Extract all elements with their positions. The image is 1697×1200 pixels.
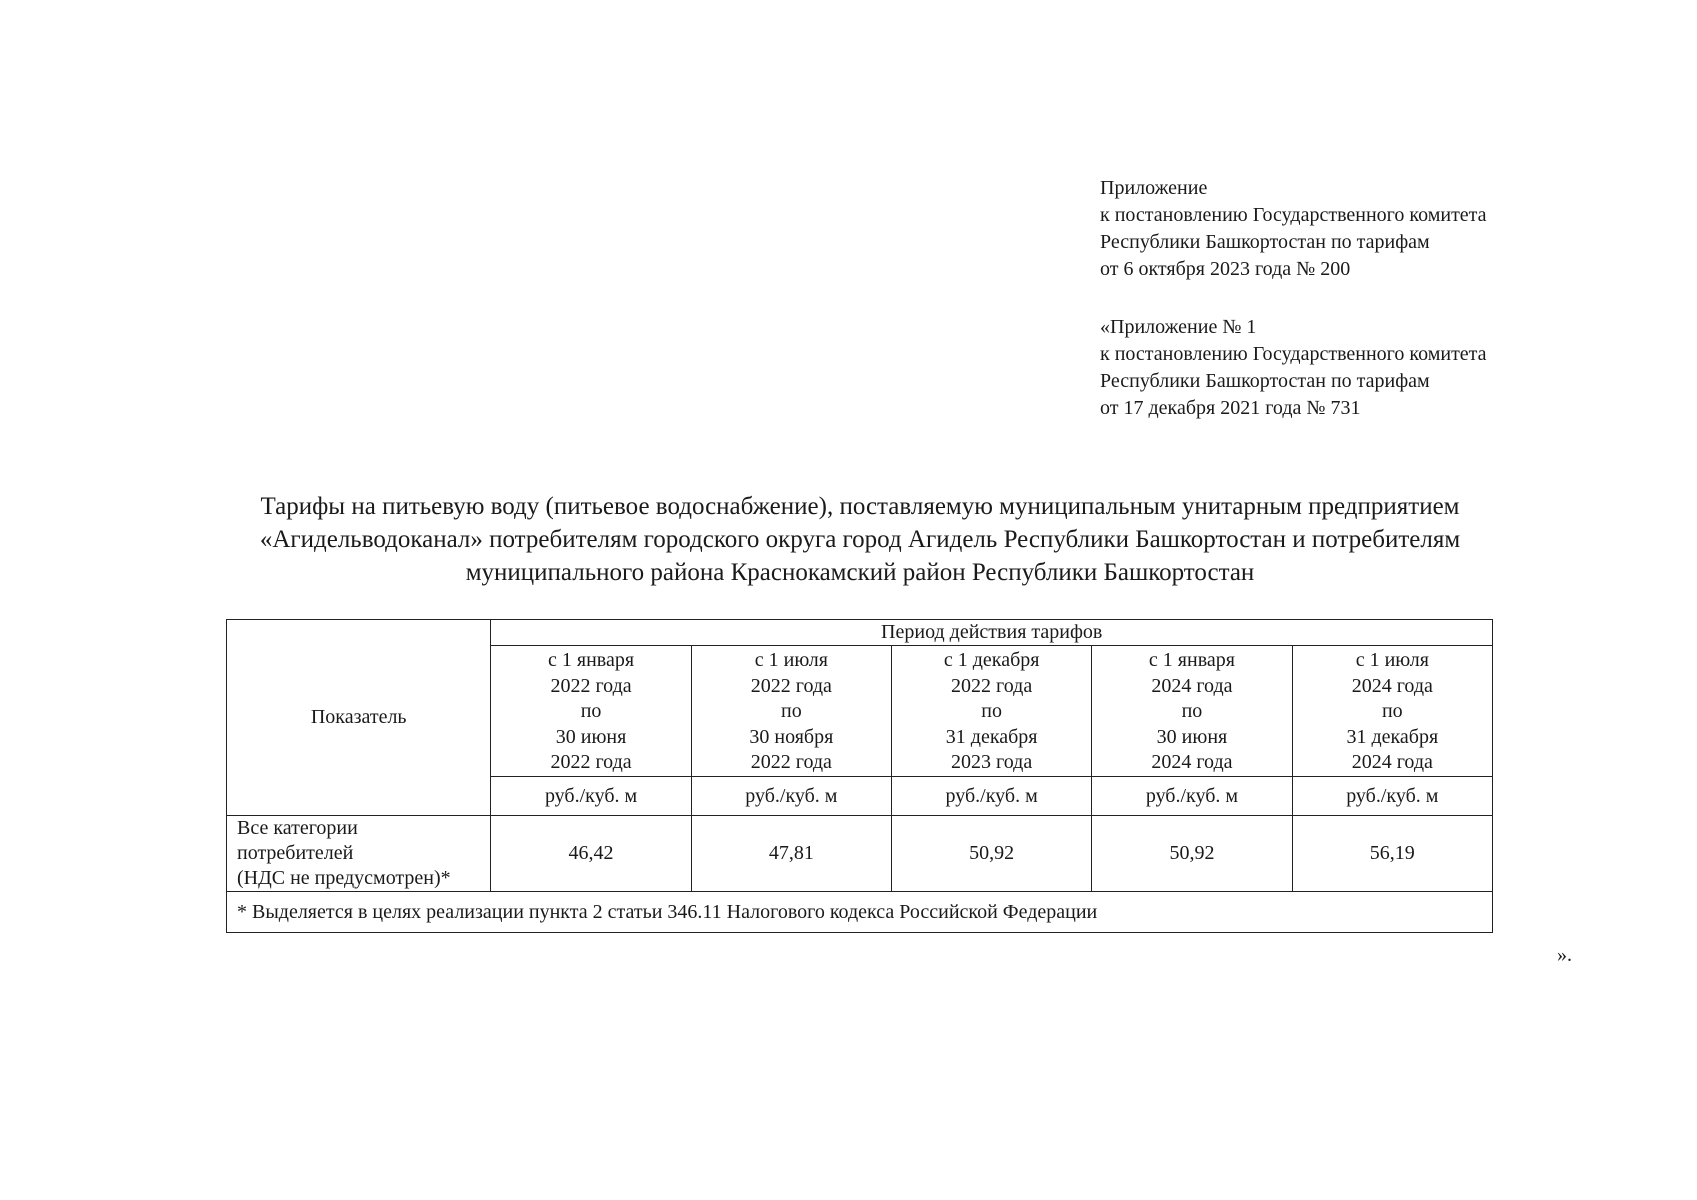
period-cell — [1092, 646, 1292, 777]
appendix-line: к постановлению Государственного комитета — [1100, 204, 1487, 226]
tariff-value: 46,42 — [491, 816, 691, 892]
period-text: 31 декабря — [945, 725, 1038, 748]
tariff-value: 50,92 — [1092, 816, 1292, 892]
appendix-line: Республики Башкортостан по тарифам — [1100, 370, 1430, 392]
document-title — [150, 490, 1570, 589]
period-text: с 1 июля — [1355, 649, 1429, 672]
appendix-line: Приложение — [1100, 177, 1208, 199]
tariff-value: 56,19 — [1292, 816, 1492, 892]
appendix-line: «Приложение № 1 — [1100, 316, 1257, 338]
period-text: с 1 января — [548, 649, 635, 672]
period-text: 2024 года — [1151, 751, 1233, 774]
period-text: 30 ноября — [749, 725, 834, 748]
closing-quote: ». — [1557, 944, 1572, 966]
appendix-line: от 17 декабря 2021 года № 731 — [1100, 397, 1361, 419]
tariff-value: 47,81 — [691, 816, 891, 892]
period-text: 2024 года — [1351, 751, 1433, 774]
period-header: Период действия тарифов — [491, 620, 1493, 646]
period-text: 2023 года — [951, 751, 1033, 774]
period-text: 2022 года — [550, 751, 632, 774]
period-text: 2022 года — [951, 674, 1033, 697]
period-text: по — [781, 700, 802, 723]
period-text: с 1 января — [1148, 649, 1235, 672]
period-text: по — [580, 700, 602, 723]
unit-cell: руб./куб. м — [691, 777, 891, 816]
unit-cell: руб./куб. м — [491, 777, 691, 816]
unit-cell: руб./куб. м — [1292, 777, 1492, 816]
period-text: 30 июня — [1156, 725, 1228, 748]
indicator-header: Показатель — [227, 620, 491, 816]
row-label-text: потребителей — [237, 842, 354, 864]
period-text: с 1 июля — [754, 649, 828, 672]
period-text: по — [1181, 700, 1203, 723]
period-cell — [491, 646, 691, 777]
row-label — [227, 816, 491, 892]
tariff-table — [226, 619, 1493, 933]
unit-cell: руб./куб. м — [892, 777, 1092, 816]
period-text: 31 декабря — [1346, 725, 1439, 748]
period-text: 2024 года — [1351, 674, 1433, 697]
appendix-header-current — [1100, 175, 1487, 283]
period-cell — [892, 646, 1092, 777]
appendix-line: Республики Башкортостан по тарифам — [1100, 231, 1430, 253]
row-label-text: Все категории — [237, 817, 358, 839]
period-text: с 1 декабря — [943, 649, 1040, 672]
appendix-line: от 6 октября 2023 года № 200 — [1100, 258, 1351, 280]
appendix-header-original — [1100, 314, 1487, 422]
title-line: муниципального района Краснокамский район Республики Башкортостан — [465, 559, 1255, 586]
appendix-line: к постановлению Государственного комитета — [1100, 343, 1487, 365]
unit-cell: руб./куб. м — [1092, 777, 1292, 816]
title-line: Тарифы на питьевую воду (питьевое водоснабжение), поставляемую муниципальным унитарным предприятием — [260, 493, 1460, 520]
period-text: 2022 года — [750, 751, 832, 774]
period-cell — [1292, 646, 1492, 777]
period-text: по — [1381, 700, 1403, 723]
tariff-value: 50,92 — [892, 816, 1092, 892]
period-text: 2024 года — [1151, 674, 1233, 697]
period-cell — [691, 646, 891, 777]
period-text: 30 июня — [555, 725, 627, 748]
table-row — [227, 816, 1493, 892]
period-text: по — [981, 700, 1002, 723]
period-text: 2022 года — [750, 674, 832, 697]
period-text: 2022 года — [550, 674, 632, 697]
title-line: «Агидельводоканал» потребителям городского округа город Агидель Республики Башкортостан и потребителям — [259, 526, 1461, 553]
row-label-text: (НДС не предусмотрен)* — [237, 867, 451, 889]
footnote: * Выделяется в целях реализации пункта 2 статьи 346.11 Налогового кодекса Российской Федерации — [227, 892, 1493, 933]
